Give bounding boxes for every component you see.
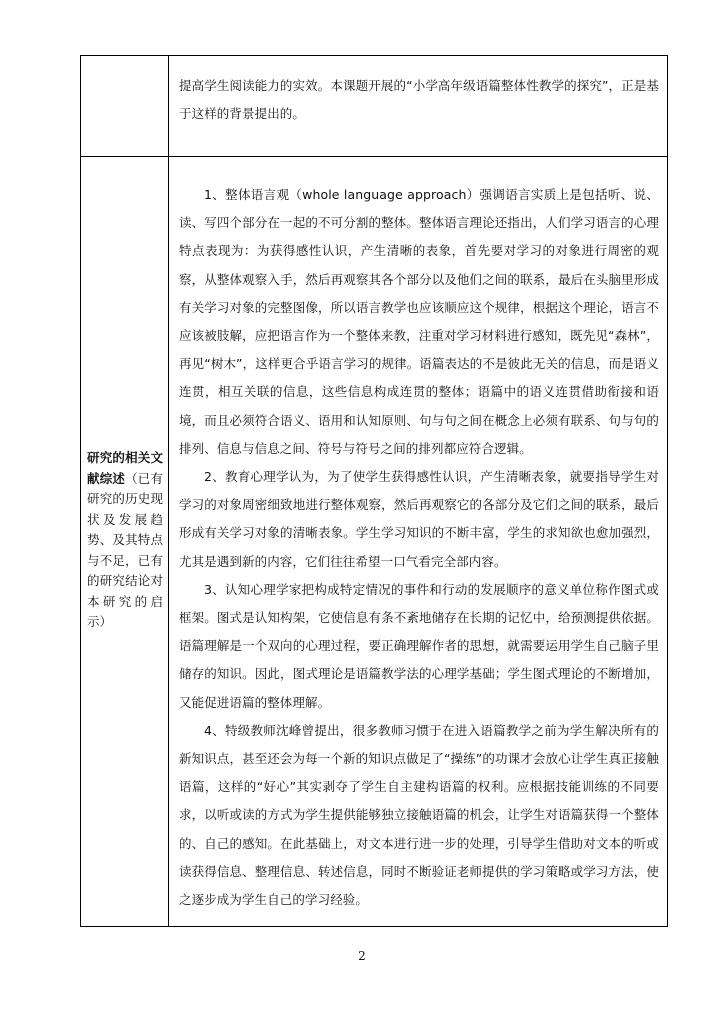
paragraph-2: 2、教育心理学认为，为了使学生获得感性认识，产生清晰表象，就要指导学生对学习的对象周密细致地进行整体观察，然后再观察它的各部分及它们之间的联系，最后形成有关学习对象的清晰表象。学生学习知识的不断丰富，学生的求知欲也愈加强烈，尤其是遇到新的内容，它们往往希望一口气看完全部内容。 [179,469,659,569]
research-table [80,55,668,927]
row-divider [81,156,667,157]
row1-content [179,72,659,128]
page-number: 2 [358,949,366,963]
paragraph-4: 4、特级教师沈峰曾提出，很多教师习惯于在进入语篇教学之前为学生解决所有的新知识点，甚至还会为每一个新的知识点做足了“操练”的功课才会放心让学生真正接触语篇，这样的“好心”其实剥夺了学生自主建构语篇的权利。应根据技能训练的不同要求，以听或读的方式为学生提供能够独立接触语篇的机会，让学生对语篇获得一个整体的、自己的感知。在此基础上，对文本进行进一步的处理，引导学生借助对文本的听或读获得信息、整理信息、转述信息，同时不断验证老师提供的学习策略或学习方法，使之逐步成为学生自己的学习经验。 [179,722,659,908]
row2-label [87,448,163,633]
paragraph-3: 3、认知心理学家把构成特定情况的事件和行动的发展顺序的意义单位称作图式或框架。图式是认知构架，它使信息有条不紊地储存在长期的记忆中，给预测提供依据。语篇理解是一个双向的心理过程，要正确理解作者的思想，就需要运用学生自己脑子里储存的知识。因此，图式理论是语篇教学法的心理学基础；学生图式理论的不断增加，又能促进语篇的整体理解。 [179,581,659,710]
row2-label-title: 研究的相关文献综述 [87,450,163,486]
column-divider [168,56,169,926]
row1-text: 提高学生阅读能力的实效。本课题开展的“小学高年级语篇整体性教学的探究”，正是基于这样的背景提出的。 [179,78,659,122]
row2-label-description: （已有研究的历史现状及发展趋势、及其特点与不足，已有的研究结论对本研究的启示） [87,470,163,629]
paragraph-1: 1、整体语言观（whole language approach）强调语言实质上是包括听、说、读、写四个部分在一起的不可分割的整体。整体语言理论还指出，人们学习语言的心理特点表现为：为获得感性认识，产生清晰的表象，首先要对学习的对象进行周密的观察，从整体观察入手，然后再观察其各个部分以及他们之间的联系，最后在头脑里形成有关学习对象的完整图像，所以语言教学也应该顺应这个规律，根据这个理论，语言不应该被肢解，应把语言作为一个整体来教，注重对学习材料进行感知，既先见“森林”，再见“树木”，这样更合乎语言学习的规律。语篇表达的不是彼此无关的信息，而是语义连贯，相互关联的信息，这些信息构成连贯的整体；语篇中的语义连贯借助衔接和语境，而且必须符合语义、语用和认知原则、句与句之间在概念上必须有联系、句与句的排列、信息与信息之间、符号与符号之间的排列都应符合逻辑。 [179,187,659,456]
row2-content [179,181,659,914]
